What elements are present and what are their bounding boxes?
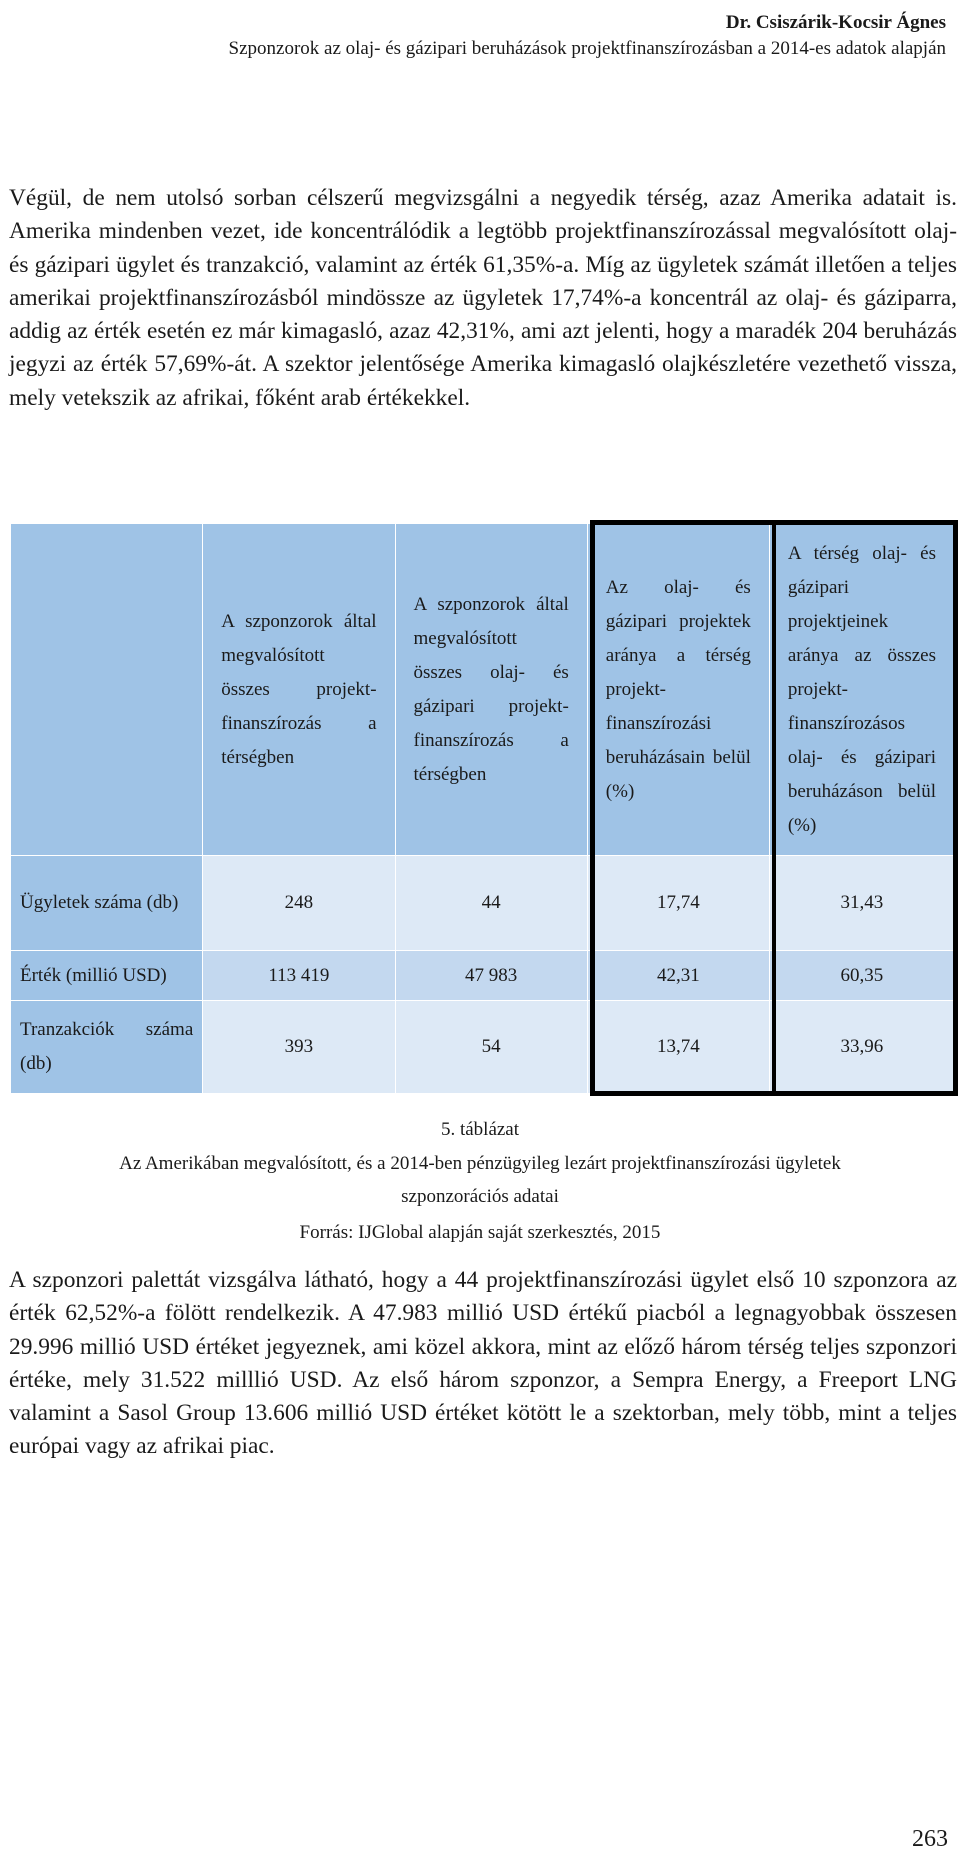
- column-header: Az olaj- és gázipari projektek aránya a térség projekt-finanszírozási beruházásain belül (%): [587, 524, 769, 856]
- header-title: Szponzorok az olaj- és gázipari beruházások projektfinanszírozásban a 2014-es adatok alapján: [228, 38, 946, 59]
- column-header: A szponzorok által megvalósított összes projekt-finanszírozás a térségben: [203, 524, 395, 856]
- column-header: A térség olaj- és gázipari projektjeinek aránya az összes projekt-finanszírozásos olaj- és gázipari beruházáson belül (%): [769, 524, 954, 856]
- body-paragraph-1: Végül, de nem utolsó sorban célszerű megvizsgálni a negyedik térség, azaz Amerika adatait is. Amerika mindenben vezet, ide koncentrálódik a legtöbb projektfinanszírozással megvalósított olaj- és gázipari ügylet és tranzakció, valamint az érték 61,35%-a. Míg az ügyletek számát illetően a teljes amerikai projektfinanszírozásból mindössze az ügyletek 17,74%-a koncentrál az olaj- és gáziparra, addig az érték esetén ez már kimagasló, azaz 42,31%, ami azt jelenti, hogy a maradék 204 beruházás jegyzi az érték 57,69%-át. A szektor jelentősége Amerika kimagasló olajkészletére vezethető vissza, mely vetekszik az afrikai, főként arab értékekkel.: [9, 185, 957, 411]
- table-cell: 17,74: [587, 856, 769, 951]
- table-cell: 60,35: [769, 951, 954, 1001]
- table-row: [11, 951, 955, 1001]
- table-caption-source: Forrás: IJGlobal alapján saját szerkesztés, 2015: [299, 1222, 661, 1243]
- table-cell: 44: [395, 856, 587, 951]
- header-author: Dr. Csiszárik-Kocsir Ágnes: [725, 12, 946, 33]
- table-cell: 248: [203, 856, 395, 951]
- table-corner-cell: [11, 524, 203, 856]
- table-caption-number: 5. táblázat: [440, 1119, 520, 1140]
- table-cell: 42,31: [587, 951, 769, 1001]
- row-header: Ügyletek száma (db): [11, 856, 203, 951]
- row-header: Tranzakciók száma (db): [11, 1001, 203, 1094]
- table-cell: 13,74: [587, 1001, 769, 1094]
- table-caption-title: Az Amerikában megvalósított, és a 2014-ben pénzügyileg lezárt projektfinanszírozási ügyletek: [119, 1153, 841, 1174]
- table-caption-title-cont: szponzorációs adatai: [401, 1186, 559, 1207]
- running-header: [229, 10, 946, 62]
- table-row: [11, 1001, 955, 1094]
- table-cell: 54: [395, 1001, 587, 1094]
- table-cell: 393: [203, 1001, 395, 1094]
- data-table-wrapper: [10, 523, 955, 1093]
- table-cell: 33,96: [769, 1001, 954, 1094]
- table-header-row: [11, 524, 955, 856]
- body-paragraph-2: A szponzori palettát vizsgálva látható, hogy a 44 projektfinanszírozási ügylet első 10 szponzora az érték 62,52%-a fölött rendelkezik. A 47.983 millió USD értékű piacból a legnagyobbak összesen 29.996 millió USD értéket jegyeznek, ami közel akkora, mint az előző három térség teljes szponzori értéke, mely 31.522 milllió USD. Az első három szponzor, a Sempra Energy, a Freeport LNG valamint a Sasol Group 13.606 millió USD értéket kötött le a szektorban, mely több, mint a teljes európai vagy az afrikai piac.: [9, 1267, 957, 1460]
- row-header: Érték (millió USD): [11, 951, 203, 1001]
- table-row: [11, 856, 955, 951]
- data-table: [10, 523, 955, 1094]
- page-number: 263: [912, 1826, 948, 1852]
- table-cell: 31,43: [769, 856, 954, 951]
- column-header: A szponzorok által megvalósított összes olaj- és gázipari projekt-finanszírozás a térségben: [395, 524, 587, 856]
- table-cell: 113 419: [203, 951, 395, 1001]
- table-cell: 47 983: [395, 951, 587, 1001]
